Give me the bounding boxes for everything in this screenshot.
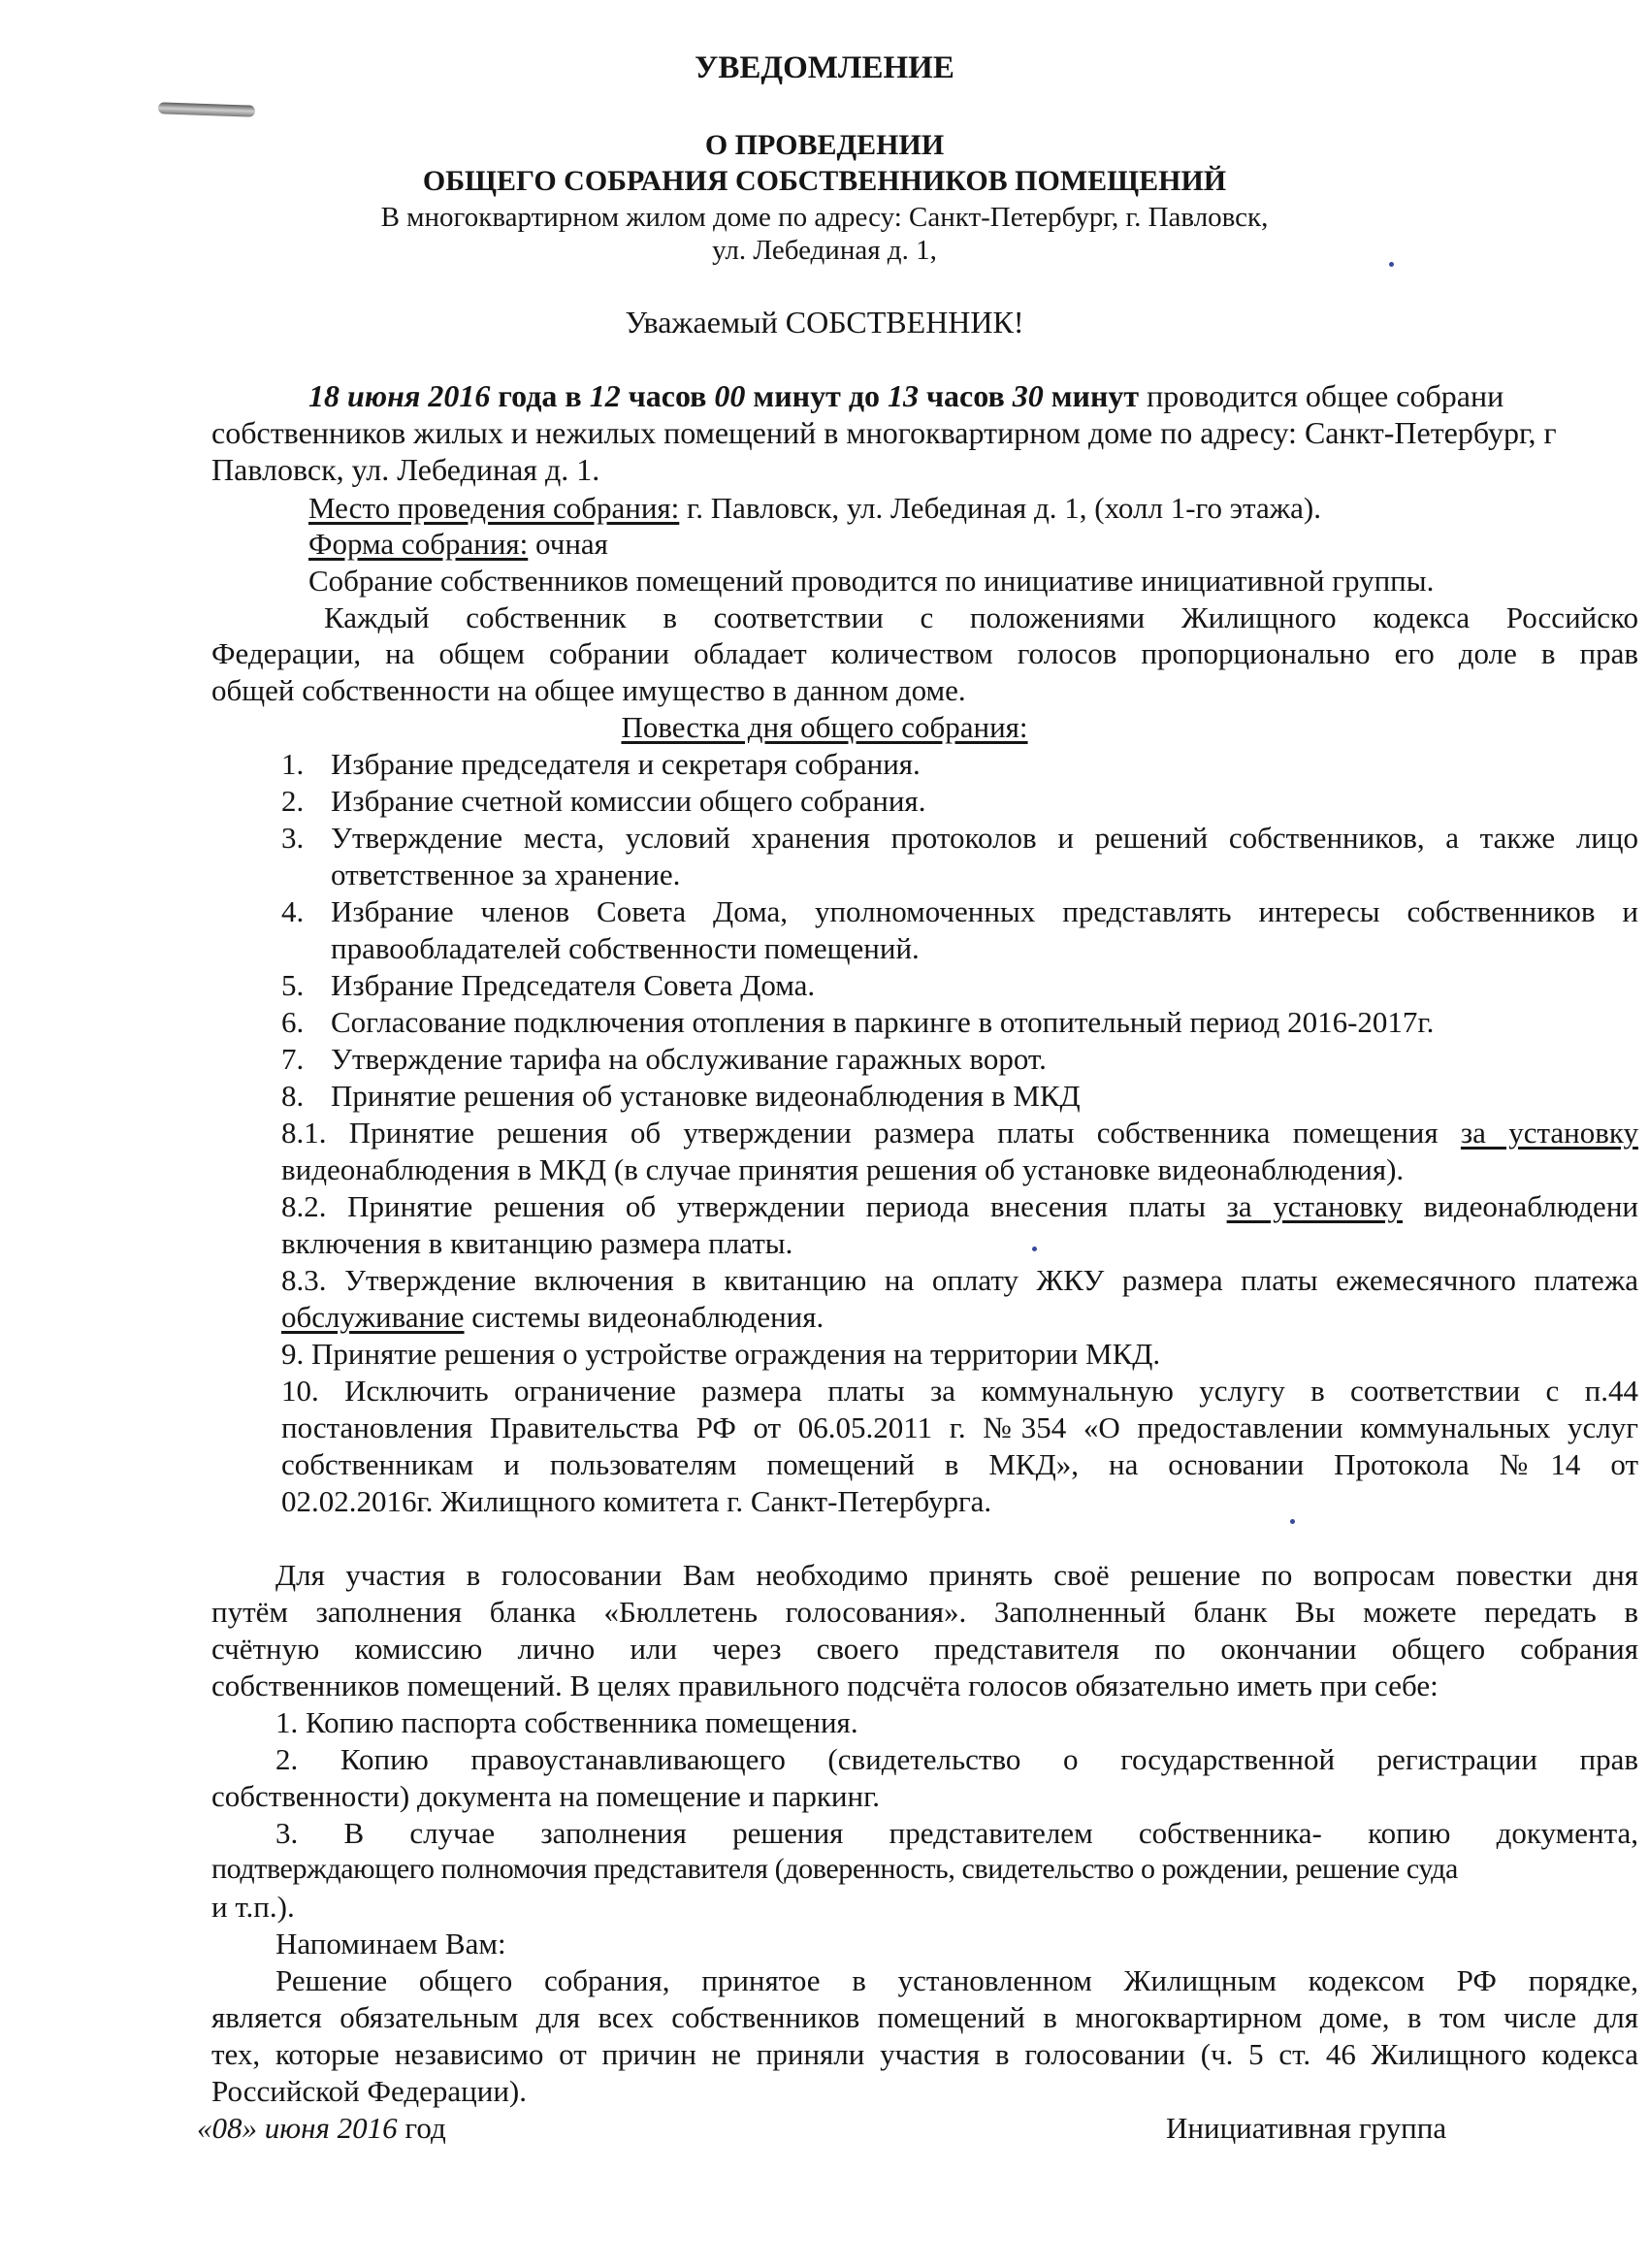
intro-line3: Павловск, ул. Лебединая д. 1.	[211, 452, 600, 487]
address-line1: В многоквартирном жилом доме по адресу: Санкт-Петербург, г. Павловск,	[380, 202, 1269, 233]
meeting-form-label: Форма собрания:	[308, 527, 529, 561]
agenda-item-3-cont: ответственное за хранение.	[331, 858, 681, 891]
agenda-title: Повестка дня общего собрания:	[621, 710, 1028, 744]
agenda-item-number: 3.	[281, 821, 305, 855]
agenda-item-9: 9. Принятие решения о устройстве ограждения на территории МКД.	[281, 1337, 1161, 1371]
agenda-item-8-2-cont: включения в квитанцию размера платы.	[281, 1226, 793, 1260]
agenda-item-10: 10. Исключить ограничение размера платы за коммунальную услугу в соответствии с п.44	[281, 1374, 1638, 1408]
votes-line3: общей собственности на общее имущество в данном доме.	[211, 673, 966, 707]
meeting-form-value: очная	[528, 527, 608, 561]
meeting-datetime-line: 18 июня 2016 года в 12 часов 00 минут до 13 часов 30 минут проводится общее собрани	[308, 378, 1504, 413]
agenda-item-number: 1.	[281, 747, 305, 781]
agenda-item-8-1: 8.1. Принятие решения об утверждении размера платы собственника помещения за установку	[281, 1116, 1638, 1150]
agenda-item-8-1-cont: видеонаблюдения в МКД (в случае принятия решения об установке видеонаблюдения).	[281, 1152, 1405, 1186]
document-title: УВЕДОМЛЕНИЕ	[695, 50, 954, 85]
meeting-start-minute: 00	[714, 378, 746, 413]
agenda-item-7: Утверждение тарифа на обслуживание гаражных ворот.	[331, 1042, 1047, 1076]
votes-line1: Каждый собственник в соответствии с положениями Жилищного кодекса Российско	[324, 600, 1638, 634]
agenda-item-8: Принятие решения об установке видеонаблюдения в МКД	[331, 1079, 1081, 1113]
reminder-line1: Решение общего собрания, принятое в установленном Жилищным кодексом РФ порядке,	[275, 1963, 1638, 1997]
agenda-item-number: 5.	[281, 968, 305, 1002]
scan-speck	[1032, 1247, 1037, 1251]
agenda-item-10-cont1: постановления Правительства РФ от 06.05.2011 г. №354 «О предоставлении коммунальных услуг	[281, 1410, 1638, 1444]
reminder-heading: Напоминаем Вам:	[275, 1927, 506, 1960]
agenda-item-2: Избрание счетной комиссии общего собрания.	[331, 784, 926, 818]
meeting-end-hour: 13	[888, 378, 919, 413]
initiative-text: Собрание собственников помещений проводится по инициативе инициативной группы.	[308, 564, 1435, 598]
agenda-item-3: Утверждение места, условий хранения протоколов и решений собственников, а также лицо	[331, 821, 1638, 855]
agenda-item-4: Избрание членов Совета Дома, уполномоченных представлять интересы собственников и	[331, 894, 1638, 928]
votes-line2: Федерации, на общем собрании обладает количеством голосов пропорционально его доле в прав	[211, 636, 1638, 670]
document-subtitle-line1: О ПРОВЕДЕНИИ	[704, 129, 945, 161]
voting-line4: собственников помещений. В целях правильного подсчёта голосов обязательно иметь при себе:	[211, 1669, 1439, 1702]
agenda-item-10-cont2: собственникам и пользователям помещений в МКД», на основании Протокола №14 от	[281, 1447, 1638, 1481]
meeting-start-hour: 12	[589, 378, 621, 413]
agenda-item-number: 2.	[281, 784, 305, 818]
agenda-item-5: Избрание Председателя Совета Дома.	[331, 968, 816, 1002]
required-doc-1: 1. Копию паспорта собственника помещения.	[275, 1705, 858, 1739]
meeting-date: 18 июня 2016	[308, 378, 491, 413]
agenda-item-number: 6.	[281, 1005, 305, 1039]
agenda-item-10-cont3: 02.02.2016г. Жилищного комитета г. Санкт-Петербурга.	[281, 1484, 992, 1518]
greeting: Уважаемый СОБСТВЕННИК!	[625, 305, 1024, 340]
meeting-place-label: Место проведения собрания:	[308, 491, 680, 525]
agenda-item-8-2: 8.2. Принятие решения об утверждении периода внесения платы за установку видеонаблюдени	[281, 1189, 1638, 1223]
signature-initiative-group: Инициативная группа	[1166, 2111, 1447, 2145]
scan-speck	[1290, 1519, 1295, 1524]
scan-speck	[1389, 262, 1394, 267]
agenda-item-4-cont: правообладателей собственности помещений.	[331, 931, 920, 965]
voting-line3: счётную комиссию лично или через своего представителя по окончании общего собрания	[211, 1632, 1638, 1666]
agenda-item-number: 4.	[281, 894, 305, 928]
document-subtitle-line2: ОБЩЕГО СОБРАНИЯ СОБСТВЕННИКОВ ПОМЕЩЕНИЙ	[422, 165, 1227, 197]
agenda-item-number: 8.	[281, 1079, 305, 1113]
agenda-item-6: Согласование подключения отопления в паркинге в отопительный период 2016-2017г.	[331, 1005, 1435, 1039]
voting-line2: путём заполнения бланка «Бюллетень голосования». Заполненный бланк Вы можете передать в	[211, 1595, 1638, 1629]
required-doc-2: 2. Копию правоустанавливающего (свидетельство о государственной регистрации прав	[275, 1742, 1638, 1776]
required-doc-3-cont2: и т.п.).	[211, 1890, 295, 1924]
meeting-form	[308, 527, 608, 562]
address-line2: ул. Лебединая д. 1,	[712, 235, 937, 266]
meeting-end-minute: 30	[1012, 378, 1044, 413]
reminder-line2: является обязательным для всех собственников помещений в многоквартирном доме, в том числе для	[211, 2000, 1638, 2034]
intro-line2: собственников жилых и нежилых помещений в многоквартирном доме по адресу: Санкт-Петербург, г	[211, 415, 1557, 450]
agenda-item-8-3-cont: обслуживание системы видеонаблюдения.	[281, 1300, 824, 1334]
required-doc-2-cont: собственности) документа на помещение и паркинг.	[211, 1779, 881, 1813]
meeting-place	[308, 491, 1321, 526]
required-doc-3: 3. В случае заполнения решения представителем собственника- копию документа,	[275, 1816, 1638, 1850]
agenda-item-number: 7.	[281, 1042, 305, 1076]
meeting-place-value: г. Павловск, ул. Лебединая д. 1, (холл 1-го этажа).	[679, 491, 1321, 525]
agenda-item-1: Избрание председателя и секретаря собрания.	[331, 747, 921, 781]
reminder-line3: тех, которые независимо от причин не приняли участия в голосовании (ч. 5 ст. 46 Жилищного кодекса	[211, 2037, 1638, 2071]
reminder-line4: Российской Федерации).	[211, 2074, 528, 2108]
required-doc-3-cont: подтверждающего полномочия представителя (доверенность, свидетельство о рождении, решение суда	[211, 1853, 1458, 1885]
voting-line1: Для участия в голосовании Вам необходимо принять своё решение по вопросам повестки дня	[275, 1558, 1638, 1592]
agenda-item-8-3: 8.3. Утверждение включения в квитанцию на оплату ЖКУ размера платы ежемесячного платежа	[281, 1263, 1638, 1297]
document-date: «08» июня 2016 год	[197, 2111, 446, 2145]
